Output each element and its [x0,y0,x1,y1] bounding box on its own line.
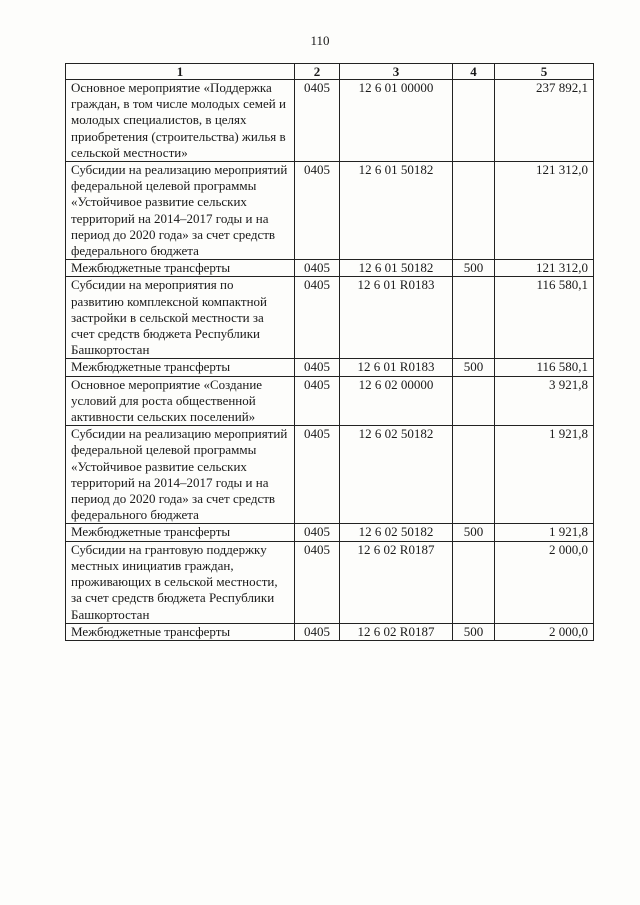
table-row [66,359,594,376]
row-target-article: 12 6 01 50182 [340,260,453,277]
row-amount: 2 000,0 [495,623,594,640]
row-name: Основное мероприятие «Создание условий для роста общественной активности сельских поселений» [66,376,295,426]
row-target-article: 12 6 01 00000 [340,80,453,162]
row-name: Субсидии на реализацию мероприятий федеральной целевой программы «Устойчивое развитие сельских территорий на 2014–2017 годы и на период до 2020 года» за счет средств федерального бюджета [66,162,295,260]
row-name: Межбюджетные трансферты [66,524,295,541]
table-row [66,277,594,359]
row-expense-kind [453,80,495,162]
row-target-article: 12 6 01 50182 [340,162,453,260]
row-amount: 3 921,8 [495,376,594,426]
row-expense-kind: 500 [453,623,495,640]
row-target-article: 12 6 02 00000 [340,376,453,426]
row-expense-kind [453,426,495,524]
row-amount: 116 580,1 [495,277,594,359]
row-section-code: 0405 [295,359,340,376]
row-target-article: 12 6 02 R0187 [340,541,453,623]
row-amount: 237 892,1 [495,80,594,162]
row-amount: 121 312,0 [495,260,594,277]
row-amount: 116 580,1 [495,359,594,376]
table-header-row [66,64,594,80]
row-amount: 2 000,0 [495,541,594,623]
row-target-article: 12 6 02 R0187 [340,623,453,640]
table-row [66,80,594,162]
row-section-code: 0405 [295,623,340,640]
row-name: Межбюджетные трансферты [66,623,295,640]
row-name: Межбюджетные трансферты [66,260,295,277]
table-row [66,426,594,524]
row-section-code: 0405 [295,277,340,359]
table-row [66,541,594,623]
table-row [66,623,594,640]
row-target-article: 12 6 02 50182 [340,426,453,524]
row-expense-kind [453,541,495,623]
row-name: Субсидии на мероприятия по развитию комплексной компактной застройки в сельской местности за счет средств бюджета Республики Башкортостан [66,277,295,359]
column-header-2: 2 [295,64,340,80]
row-amount: 1 921,8 [495,426,594,524]
row-expense-kind [453,376,495,426]
row-name: Межбюджетные трансферты [66,359,295,376]
row-section-code: 0405 [295,260,340,277]
row-expense-kind [453,162,495,260]
row-amount: 1 921,8 [495,524,594,541]
row-section-code: 0405 [295,426,340,524]
page-number: 110 [310,33,330,48]
row-target-article: 12 6 02 50182 [340,524,453,541]
budget-table [65,63,594,641]
column-header-3: 3 [340,64,453,80]
row-target-article: 12 6 01 R0183 [340,277,453,359]
column-header-1: 1 [66,64,295,80]
row-expense-kind: 500 [453,359,495,376]
table-row [66,376,594,426]
table-row [66,524,594,541]
row-section-code: 0405 [295,376,340,426]
column-header-4: 4 [453,64,495,80]
row-name: Основное мероприятие «Поддержка граждан, в том числе молодых семей и молодых специалистов, в целях приобретения (строительства) жилья в сельской местности» [66,80,295,162]
row-target-article: 12 6 01 R0183 [340,359,453,376]
row-name: Субсидии на реализацию мероприятий федеральной целевой программы «Устойчивое развитие сельских территорий на 2014–2017 годы и на период до 2020 года» за счет средств федерального бюджета [66,426,295,524]
row-amount: 121 312,0 [495,162,594,260]
row-section-code: 0405 [295,524,340,541]
column-header-5: 5 [495,64,594,80]
row-expense-kind: 500 [453,524,495,541]
table-row [66,162,594,260]
row-expense-kind [453,277,495,359]
row-section-code: 0405 [295,80,340,162]
row-section-code: 0405 [295,162,340,260]
row-section-code: 0405 [295,541,340,623]
table-row [66,260,594,277]
row-name: Субсидии на грантовую поддержку местных инициатив граждан, проживающих в сельской местности, за счет средств бюджета Республики Башкортостан [66,541,295,623]
row-expense-kind: 500 [453,260,495,277]
